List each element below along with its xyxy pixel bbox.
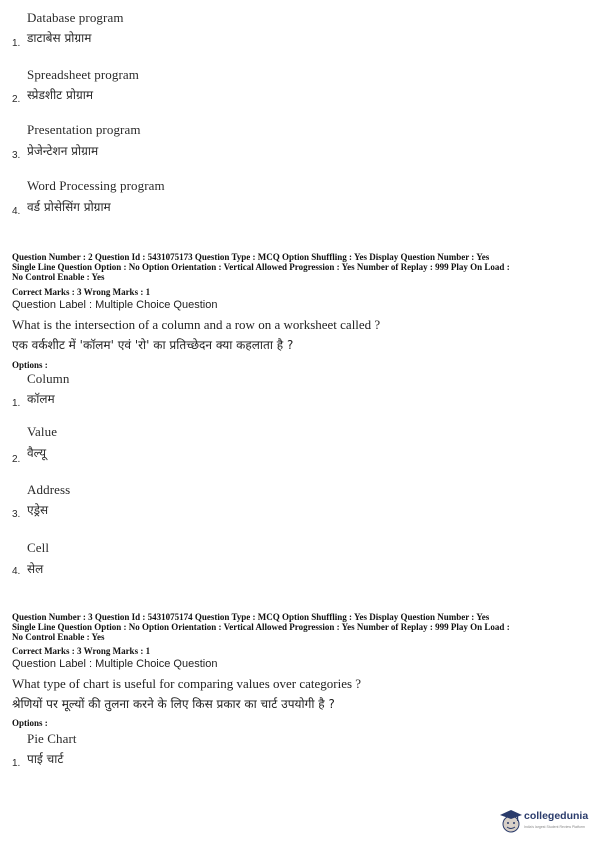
logo-name: collegedunia	[524, 810, 589, 822]
q2-metadata	[12, 252, 587, 282]
q2-option-2-number: 2.	[12, 454, 21, 465]
q2-marks: Correct Marks : 3 Wrong Marks : 1	[12, 287, 151, 297]
q2-option-4-en: Cell	[27, 540, 50, 555]
q3-question-text-hi: श्रेणियों पर मूल्यों की तुलना करने के लिए किस प्रकार का चार्ट उपयोगी है ?	[12, 697, 335, 711]
q2-option-3-en: Address	[27, 482, 71, 497]
q2-meta-line-1: Question Number : 2 Question Id : 5431075173 Question Type : MCQ Option Shuffling : Yes Display Question Number : Yes	[12, 252, 490, 262]
q1-option-3-number: 3.	[12, 150, 21, 161]
q2-meta-line-3: No Control Enable : Yes	[12, 272, 105, 282]
q1-option-1-en: Database program	[27, 10, 124, 25]
q2-option-4-hi: सेल	[27, 562, 44, 576]
q2-option-1-number: 1.	[12, 398, 21, 409]
q1-option-2-hi: स्प्रेडशीट प्रोग्राम	[27, 88, 94, 102]
q1-option-2-en: Spreadsheet program	[27, 67, 139, 82]
q2-option-3-hi: एड्रेस	[27, 503, 49, 517]
q1-option-4-number: 4.	[12, 206, 21, 217]
q1-option-2-number: 2.	[12, 94, 21, 105]
q2-option-4-number: 4.	[12, 566, 21, 577]
q3-meta-line-3: No Control Enable : Yes	[12, 632, 105, 642]
logo-tagline: India's largest Student Review Platform	[524, 825, 585, 829]
q2-option-3-number: 3.	[12, 509, 21, 520]
q3-options-heading: Options :	[12, 718, 48, 728]
q1-option-4-en: Word Processing program	[27, 178, 165, 193]
q3-option-1-en: Pie Chart	[27, 731, 77, 746]
q1-option-3-en: Presentation program	[27, 122, 141, 137]
q2-options-heading: Options :	[12, 360, 48, 370]
q3-option-1-hi: पाई चार्ट	[27, 752, 64, 766]
q2-question-text-hi: एक वर्कशीट में 'कॉलम' एवं 'रो' का प्रतिच्छेदन क्या कहलाता है ?	[12, 338, 294, 352]
q3-option-1-number: 1.	[12, 758, 21, 769]
graduate-cap-icon	[499, 808, 523, 834]
q2-option-1-hi: कॉलम	[27, 392, 55, 406]
q3-question-label: Question Label : Multiple Choice Question	[12, 658, 218, 670]
q3-marks: Correct Marks : 3 Wrong Marks : 1	[12, 646, 151, 656]
q1-option-3-hi: प्रेजेन्टेशन प्रोग्राम	[27, 144, 99, 158]
q2-question-label: Question Label : Multiple Choice Question	[12, 299, 218, 311]
q3-meta-line-2: Single Line Question Option : No Option Orientation : Vertical Allowed Progression : Yes Number of Replay : 999 Play On Load :	[12, 622, 510, 632]
q1-option-4-hi: वर्ड प्रोसेसिंग प्रोग्राम	[27, 200, 111, 214]
q3-meta-line-1: Question Number : 3 Question Id : 5431075174 Question Type : MCQ Option Shuffling : Yes Display Question Number : Yes	[12, 612, 490, 622]
q1-option-1-number: 1.	[12, 38, 21, 49]
q2-option-2-hi: वैल्यू	[27, 446, 47, 460]
q2-meta-line-2: Single Line Question Option : No Option Orientation : Vertical Allowed Progression : Yes Number of Replay : 999 Play On Load :	[12, 262, 510, 272]
q1-option-1-hi: डाटाबेस प्रोग्राम	[27, 31, 92, 45]
collegedunia-logo	[499, 806, 591, 836]
q2-option-2-en: Value	[27, 424, 58, 439]
q2-option-1-en: Column	[27, 371, 70, 386]
q2-question-text-en: What is the intersection of a column and a row on a worksheet called ?	[12, 317, 381, 332]
q3-metadata	[12, 612, 587, 642]
q3-question-text-en: What type of chart is useful for comparing values over categories ?	[12, 676, 362, 691]
